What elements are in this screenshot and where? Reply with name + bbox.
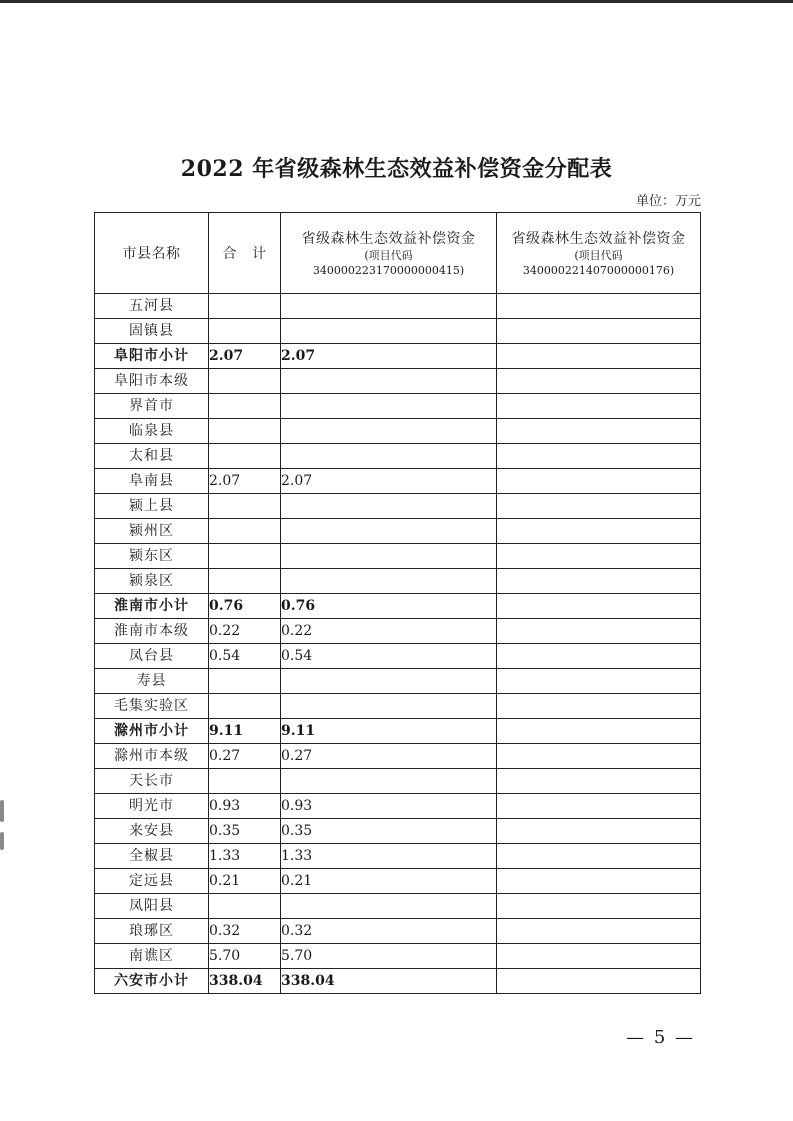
region-name-cell: 全椒县 xyxy=(95,844,209,869)
fund-a-cell: 1.33 xyxy=(281,844,497,869)
total-cell: 2.07 xyxy=(209,344,281,369)
fund-a-cell: 0.93 xyxy=(281,794,497,819)
table-row xyxy=(95,319,701,344)
region-name-cell: 来安县 xyxy=(95,819,209,844)
fund-a-cell: 0.21 xyxy=(281,869,497,894)
table-row xyxy=(95,644,701,669)
total-cell: 0.22 xyxy=(209,619,281,644)
table-row xyxy=(95,519,701,544)
region-name-cell: 颍州区 xyxy=(95,519,209,544)
total-cell xyxy=(209,769,281,794)
total-cell: 5.70 xyxy=(209,944,281,969)
total-cell xyxy=(209,394,281,419)
region-name-cell: 滁州市本级 xyxy=(95,744,209,769)
total-cell: 0.21 xyxy=(209,869,281,894)
fund-a-cell: 0.54 xyxy=(281,644,497,669)
total-cell: 0.76 xyxy=(209,594,281,619)
region-name-cell: 明光市 xyxy=(95,794,209,819)
fund-b-cell xyxy=(497,619,701,644)
total-cell: 0.35 xyxy=(209,819,281,844)
fund-a-cell: 0.22 xyxy=(281,619,497,644)
fund-b-cell xyxy=(497,794,701,819)
fund-b-cell xyxy=(497,444,701,469)
fund-a-cell xyxy=(281,294,497,319)
header-region-name: 市县名称 xyxy=(95,213,209,294)
region-name-cell: 六安市小计 xyxy=(95,969,209,994)
table-row xyxy=(95,669,701,694)
allocation-table xyxy=(94,212,701,994)
fund-b-cell xyxy=(497,719,701,744)
region-name-cell: 临泉县 xyxy=(95,419,209,444)
table-row xyxy=(95,569,701,594)
fund-a-cell: 0.35 xyxy=(281,819,497,844)
region-name-cell: 淮南市小计 xyxy=(95,594,209,619)
page-number: — 5 — xyxy=(626,1027,695,1048)
fund-a-cell: 338.04 xyxy=(281,969,497,994)
total-cell xyxy=(209,519,281,544)
total-cell xyxy=(209,369,281,394)
fund-b-cell xyxy=(497,519,701,544)
region-name-cell: 五河县 xyxy=(95,294,209,319)
fund-a-cell xyxy=(281,444,497,469)
fund-b-cell xyxy=(497,694,701,719)
region-name-cell: 毛集实验区 xyxy=(95,694,209,719)
fund-b-cell xyxy=(497,294,701,319)
fund-a-cell: 5.70 xyxy=(281,944,497,969)
table-row xyxy=(95,494,701,519)
fund-b-cell xyxy=(497,844,701,869)
table-row xyxy=(95,819,701,844)
region-name-cell: 滁州市小计 xyxy=(95,719,209,744)
fund-a-cell xyxy=(281,669,497,694)
fund-b-cell xyxy=(497,894,701,919)
fund-a-cell xyxy=(281,419,497,444)
total-cell: 9.11 xyxy=(209,719,281,744)
total-cell: 0.27 xyxy=(209,744,281,769)
region-name-cell: 阜阳市本级 xyxy=(95,369,209,394)
total-cell: 2.07 xyxy=(209,469,281,494)
region-name-cell: 凤台县 xyxy=(95,644,209,669)
table-row xyxy=(95,444,701,469)
fund-a-cell xyxy=(281,519,497,544)
region-name-cell: 凤阳县 xyxy=(95,894,209,919)
table-row xyxy=(95,769,701,794)
region-name-cell: 颍东区 xyxy=(95,544,209,569)
subtotal-row xyxy=(95,969,701,994)
fund-b-cell xyxy=(497,819,701,844)
subtotal-row xyxy=(95,594,701,619)
table-row xyxy=(95,894,701,919)
fund-a-cell xyxy=(281,369,497,394)
fund-a-cell: 0.76 xyxy=(281,594,497,619)
total-cell xyxy=(209,419,281,444)
fund-b-cell xyxy=(497,469,701,494)
fund-b-cell xyxy=(497,669,701,694)
fund-a-cell: 2.07 xyxy=(281,469,497,494)
table-row xyxy=(95,694,701,719)
fund-b-cell xyxy=(497,344,701,369)
fund-b-cell xyxy=(497,319,701,344)
fund-a-cell: 2.07 xyxy=(281,344,497,369)
table-row xyxy=(95,294,701,319)
total-cell: 338.04 xyxy=(209,969,281,994)
fund-a-cell: 0.27 xyxy=(281,744,497,769)
total-cell xyxy=(209,319,281,344)
header-total: 合 计 xyxy=(209,213,281,294)
table-row xyxy=(95,469,701,494)
total-cell xyxy=(209,894,281,919)
fund-b-cell xyxy=(497,394,701,419)
total-cell: 0.93 xyxy=(209,794,281,819)
fund-a-cell xyxy=(281,394,497,419)
total-cell xyxy=(209,669,281,694)
fund-a-cell: 0.32 xyxy=(281,919,497,944)
total-cell xyxy=(209,544,281,569)
subtotal-row xyxy=(95,344,701,369)
fund-b-cell xyxy=(497,594,701,619)
table-row xyxy=(95,919,701,944)
fund-b-cell xyxy=(497,919,701,944)
region-name-cell: 颍泉区 xyxy=(95,569,209,594)
table-row xyxy=(95,744,701,769)
region-name-cell: 琅琊区 xyxy=(95,919,209,944)
subtotal-row xyxy=(95,719,701,744)
fund-b-cell xyxy=(497,744,701,769)
table-row xyxy=(95,619,701,644)
table-row xyxy=(95,419,701,444)
region-name-cell: 太和县 xyxy=(95,444,209,469)
total-cell: 1.33 xyxy=(209,844,281,869)
total-cell: 0.54 xyxy=(209,644,281,669)
region-name-cell: 阜南县 xyxy=(95,469,209,494)
fund-a-cell xyxy=(281,494,497,519)
fund-b-cell xyxy=(497,419,701,444)
region-name-cell: 颍上县 xyxy=(95,494,209,519)
fund-b-cell xyxy=(497,494,701,519)
table-header-row xyxy=(95,213,701,294)
table-row xyxy=(95,369,701,394)
fund-b-cell xyxy=(497,769,701,794)
region-name-cell: 固镇县 xyxy=(95,319,209,344)
header-fund-a: 省级森林生态效益补偿资金 (项目代码 340000223170000000415) xyxy=(281,213,497,294)
table-row xyxy=(95,944,701,969)
fund-a-cell xyxy=(281,694,497,719)
unit-label: 单位：万元 xyxy=(635,194,701,209)
fund-a-cell xyxy=(281,769,497,794)
table-row xyxy=(95,844,701,869)
total-cell xyxy=(209,294,281,319)
binding-mark xyxy=(0,800,4,822)
total-cell xyxy=(209,494,281,519)
region-name-cell: 阜阳市小计 xyxy=(95,344,209,369)
fund-b-cell xyxy=(497,944,701,969)
region-name-cell: 寿县 xyxy=(95,669,209,694)
fund-a-cell: 9.11 xyxy=(281,719,497,744)
binding-mark xyxy=(0,832,4,850)
document-title: 2022 年省级森林生态效益补偿资金分配表 xyxy=(180,156,613,182)
fund-b-cell xyxy=(497,569,701,594)
table-row xyxy=(95,794,701,819)
region-name-cell: 界首市 xyxy=(95,394,209,419)
table-row xyxy=(95,869,701,894)
total-cell xyxy=(209,569,281,594)
total-cell xyxy=(209,694,281,719)
table-row xyxy=(95,394,701,419)
fund-b-cell xyxy=(497,644,701,669)
total-cell: 0.32 xyxy=(209,919,281,944)
region-name-cell: 天长市 xyxy=(95,769,209,794)
fund-b-cell xyxy=(497,869,701,894)
region-name-cell: 淮南市本级 xyxy=(95,619,209,644)
table-body xyxy=(95,294,701,994)
top-scan-border xyxy=(0,0,793,3)
fund-a-cell xyxy=(281,319,497,344)
table-row xyxy=(95,544,701,569)
region-name-cell: 定远县 xyxy=(95,869,209,894)
fund-a-cell xyxy=(281,544,497,569)
fund-a-cell xyxy=(281,894,497,919)
header-fund-b: 省级森林生态效益补偿资金 (项目代码 340000221407000000176) xyxy=(497,213,701,294)
fund-b-cell xyxy=(497,369,701,394)
fund-b-cell xyxy=(497,969,701,994)
fund-a-cell xyxy=(281,569,497,594)
region-name-cell: 南谯区 xyxy=(95,944,209,969)
total-cell xyxy=(209,444,281,469)
fund-b-cell xyxy=(497,544,701,569)
